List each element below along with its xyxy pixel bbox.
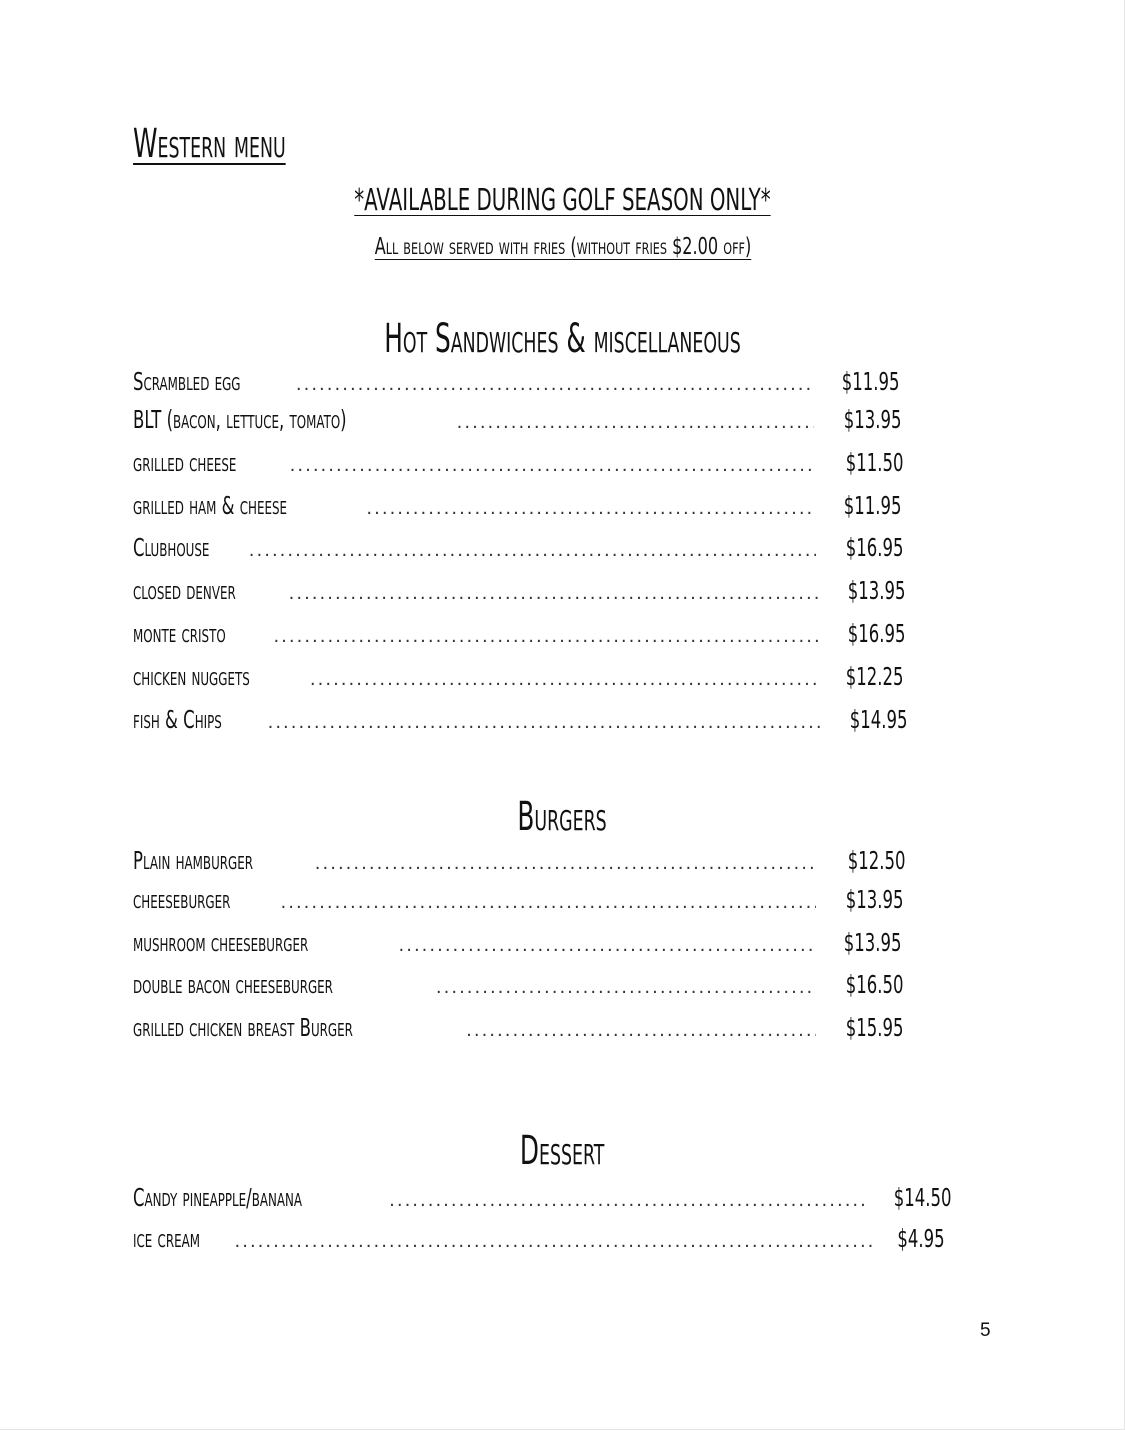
item-price: $13.95 bbox=[847, 576, 905, 605]
menu-item bbox=[133, 365, 899, 399]
dot-leader bbox=[296, 368, 812, 402]
availability-text: *AVAILABLE DURING GOLF SEASON ONLY* bbox=[354, 183, 771, 218]
item-name: chicken nuggets bbox=[133, 662, 250, 691]
page-title: Western menu bbox=[133, 121, 286, 167]
menu-item bbox=[133, 926, 901, 960]
menu-item bbox=[133, 574, 905, 608]
menu-item bbox=[133, 446, 903, 480]
dot-leader bbox=[235, 1225, 874, 1259]
dot-leader bbox=[310, 663, 816, 697]
section-heading-burgers bbox=[0, 794, 1125, 840]
dot-leader bbox=[436, 971, 816, 1005]
item-price: $16.95 bbox=[845, 533, 903, 562]
item-price: $14.50 bbox=[893, 1183, 951, 1212]
dot-leader bbox=[466, 1014, 815, 1048]
item-name: ice cream bbox=[133, 1224, 200, 1253]
item-name: double bacon cheeseburger bbox=[133, 970, 333, 999]
dot-leader bbox=[249, 534, 816, 568]
item-price: $4.95 bbox=[897, 1224, 945, 1253]
dot-leader bbox=[315, 847, 818, 881]
menu-item bbox=[133, 968, 903, 1002]
menu-item bbox=[133, 703, 907, 737]
section-heading-hot-sandwiches bbox=[0, 316, 1125, 362]
item-price: $13.95 bbox=[845, 885, 903, 914]
item-price: $14.95 bbox=[849, 705, 907, 734]
menu-item bbox=[133, 1222, 945, 1256]
item-price: $12.50 bbox=[847, 846, 905, 875]
item-name: monte cristo bbox=[133, 619, 226, 648]
item-name: grilled ham & cheese bbox=[133, 491, 288, 520]
item-name: closed denver bbox=[133, 576, 236, 605]
menu-item bbox=[133, 531, 903, 565]
item-name: fish & Chips bbox=[133, 705, 222, 734]
item-price: $13.95 bbox=[843, 928, 901, 957]
menu-item bbox=[133, 844, 905, 878]
fries-note bbox=[0, 232, 1125, 262]
item-name: Scrambled egg bbox=[133, 367, 241, 396]
item-name: mushroom cheeseburger bbox=[133, 928, 309, 957]
menu-item bbox=[133, 883, 903, 917]
dot-leader bbox=[290, 449, 816, 483]
fries-note-text: All below served with fries (without fries $2.00 off) bbox=[374, 234, 751, 260]
dot-leader bbox=[273, 620, 817, 654]
menu-item bbox=[133, 403, 901, 437]
item-name: Clubhouse bbox=[133, 533, 210, 562]
item-name: Candy pineapple/banana bbox=[133, 1183, 303, 1212]
item-name: BLT (bacon, lettuce, tomato) bbox=[133, 405, 347, 434]
item-price: $12.25 bbox=[845, 662, 903, 691]
item-price: $11.95 bbox=[843, 491, 901, 520]
menu-item bbox=[133, 660, 903, 694]
dot-leader bbox=[457, 406, 814, 440]
menu-item bbox=[133, 489, 901, 523]
section-heading-text: Burgers bbox=[517, 794, 608, 840]
dot-leader bbox=[366, 492, 813, 526]
dot-leader bbox=[281, 886, 816, 920]
dot-leader bbox=[399, 929, 814, 963]
dot-leader bbox=[389, 1184, 863, 1218]
item-name: grilled chicken breast Burger bbox=[133, 1013, 353, 1042]
item-name: cheeseburger bbox=[133, 885, 231, 914]
item-name: Plain hamburger bbox=[133, 846, 253, 875]
menu-item bbox=[133, 1011, 903, 1045]
availability-note bbox=[0, 183, 1125, 219]
item-name: grilled cheese bbox=[133, 448, 237, 477]
item-price: $13.95 bbox=[843, 405, 901, 434]
section-heading-text: Dessert bbox=[520, 1128, 605, 1174]
item-price: $16.95 bbox=[847, 619, 905, 648]
page-number: 5 bbox=[980, 1320, 991, 1341]
section-heading-text: Hot Sandwiches & miscellaneous bbox=[384, 316, 741, 362]
item-price: $11.95 bbox=[841, 367, 899, 396]
dot-leader bbox=[289, 577, 818, 611]
dot-leader bbox=[268, 706, 820, 740]
menu-item bbox=[133, 1181, 951, 1215]
section-heading-dessert bbox=[0, 1128, 1125, 1174]
item-price: $16.50 bbox=[845, 970, 903, 999]
item-price: $15.95 bbox=[845, 1013, 903, 1042]
item-price: $11.50 bbox=[845, 448, 903, 477]
menu-item bbox=[133, 617, 905, 651]
